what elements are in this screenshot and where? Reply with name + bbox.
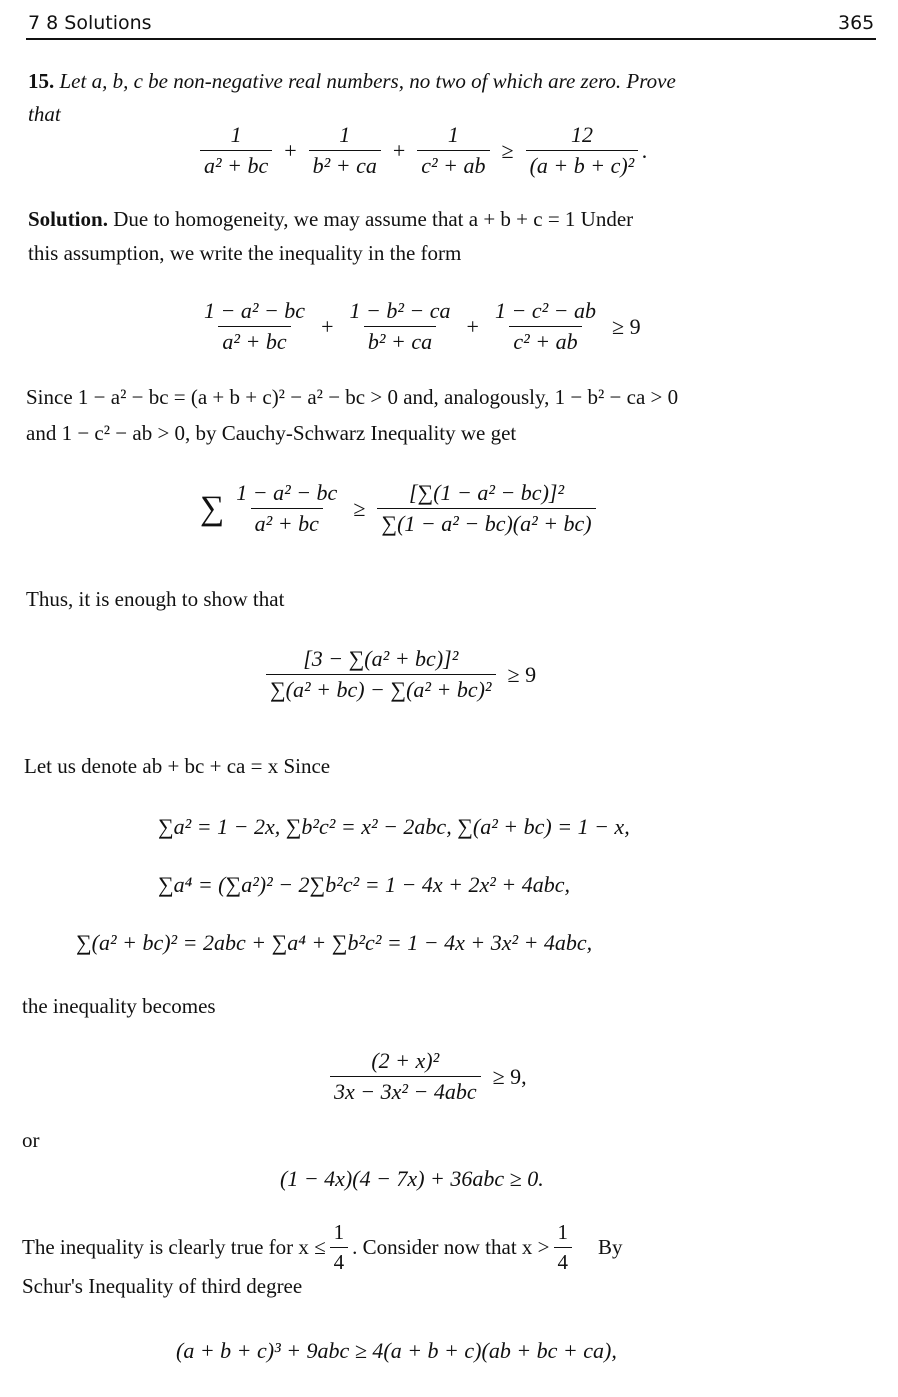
- identity-1: ∑a² = 1 − 2x, ∑b²c² = x² − 2abc, ∑(a² + bc) = 1 − x,: [158, 814, 630, 839]
- text-or: or: [22, 1128, 40, 1152]
- equation-2: $\frac{\text{1 − a² − bc}}{\text{a² + bc}}$ + $\frac{\text{1 − b² − ca}}{\text{b² + ca}}$ + $\frac{\text{1 − c² − ab}}{\text{c² + ab}}$ ≥ 9: [204, 298, 641, 354]
- text-clearly-true: The inequality is clearly true for x ≤ $\frac{1}{4}$ . Consider now that x > $\frac{1}{4}$ By: [22, 1220, 623, 1274]
- identity-3: ∑(a² + bc)² = 2abc + ∑a⁴ + ∑b²c² = 1 − 4x + 3x² + 4abc,: [76, 930, 593, 955]
- text-schur: Schur's Inequality of third degree: [22, 1274, 303, 1298]
- header-rule: [26, 38, 876, 40]
- problem-line-1: Let a, b, c be non-negative real numbers, no two of which are zero. Prove: [59, 69, 676, 93]
- equation-1: $\frac{1}{\text{a² + bc}}$ + $\frac{1}{\text{b² + ca}}$ + $\frac{1}{\text{c² + ab}}$ ≥ $\frac{12}{\text{(a + b + c)²}}$ .: [196, 122, 648, 179]
- problem-number: 15.: [28, 69, 55, 93]
- equation-3: ∑ $\frac{\text{1 − a² − bc}}{\text{a² + bc}}$ ≥ $\frac{\text{[∑(1 − a² − bc)]²}}{\text{∑(1 − a² − bc)(a² + bc)}}$: [200, 480, 600, 537]
- text-cauchy: and 1 − c² − ab > 0, by Cauchy-Schwarz Inequality we get: [26, 421, 517, 445]
- section-header: 7 8 Solutions: [28, 12, 152, 34]
- solution-line-1: Solution. Due to homogeneity, we may assume that a + b + c = 1 Under: [28, 207, 634, 231]
- solution-label: Solution.: [28, 207, 108, 231]
- solution-line-2: this assumption, we write the inequality in the form: [28, 241, 462, 265]
- text-thus: Thus, it is enough to show that: [26, 587, 285, 611]
- page-number: 365: [838, 12, 875, 34]
- problem-line-2: that: [28, 102, 61, 126]
- identity-2: ∑a⁴ = (∑a²)² − 2∑b²c² = 1 − 4x + 2x² + 4abc,: [158, 872, 570, 897]
- equation-6: (1 − 4x)(4 − 7x) + 36abc ≥ 0.: [280, 1166, 544, 1191]
- equation-5: $\frac{\text{(2 + x)²}}{\text{3x − 3x² − 4abc}}$ ≥ 9,: [326, 1048, 535, 1105]
- text-becomes: the inequality becomes: [22, 994, 216, 1018]
- equation-schur: (a + b + c)³ + 9abc ≥ 4(a + b + c)(ab + bc + ca),: [176, 1338, 617, 1363]
- text-since: Since 1 − a² − bc = (a + b + c)² − a² − bc > 0 and, analogously, 1 − b² − ca > 0: [26, 385, 679, 409]
- problem-statement: [28, 68, 676, 94]
- equation-4: $\frac{\text{[3 − ∑(a² + bc)]²}}{\text{∑(a² + bc) − ∑(a² + bc)²}}$ ≥ 9: [262, 646, 544, 703]
- text-denote: Let us denote ab + bc + ca = x Since: [24, 754, 331, 778]
